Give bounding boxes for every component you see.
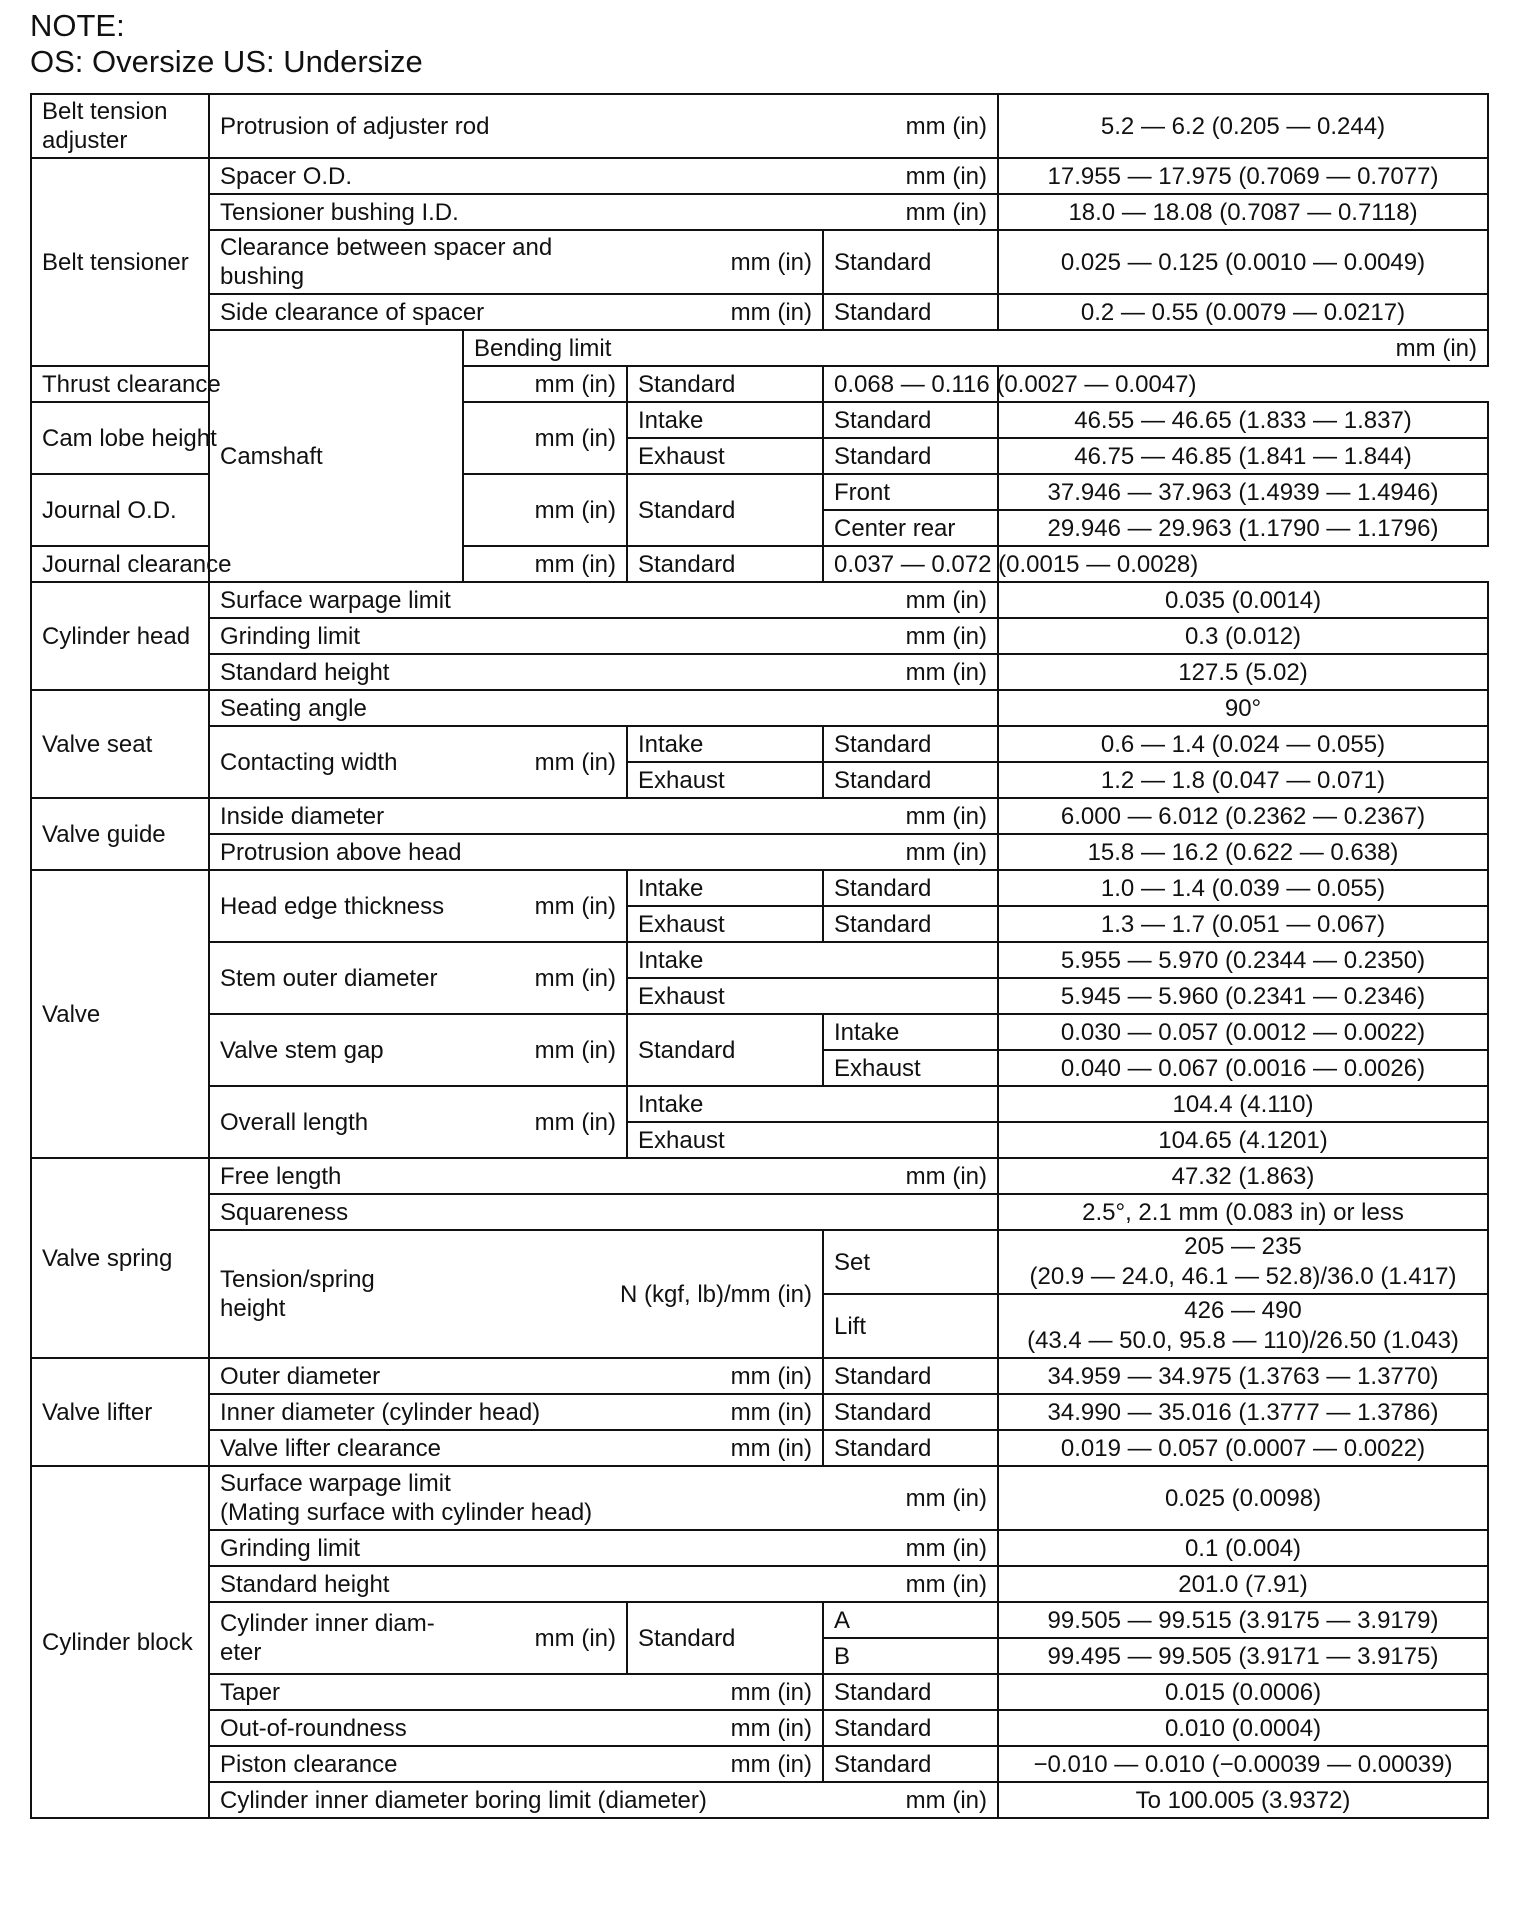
condition-cell: Standard bbox=[823, 1710, 998, 1746]
component-cell: Belt tension adjuster bbox=[31, 94, 209, 158]
unit-cell: mm (in) bbox=[823, 654, 998, 690]
item-cell: Clearance between spacer and bushing bbox=[209, 230, 627, 294]
item-cell: Valve stem gap bbox=[209, 1014, 463, 1086]
value-cell: 5.2 — 6.2 (0.205 — 0.244) bbox=[998, 94, 1488, 158]
value-cell: 0.6 — 1.4 (0.024 — 0.055) bbox=[998, 726, 1488, 762]
unit-cell: mm (in) bbox=[463, 366, 627, 402]
value-cell: 0.2 — 0.55 (0.0079 — 0.0217) bbox=[998, 294, 1488, 330]
component-cell: Belt tensioner bbox=[31, 158, 209, 366]
unit-cell: mm (in) bbox=[823, 1158, 998, 1194]
value-line: 426 — 490 bbox=[1184, 1297, 1302, 1324]
variant-cell: Front bbox=[823, 474, 998, 510]
item-cell: Bending limit bbox=[463, 330, 998, 366]
item-cell: Piston clearance bbox=[209, 1746, 627, 1782]
condition-cell: Standard bbox=[823, 230, 998, 294]
variant-cell: B bbox=[823, 1638, 998, 1674]
value-cell: 0.010 (0.0004) bbox=[998, 1710, 1488, 1746]
unit-cell: mm (in) bbox=[627, 1674, 823, 1710]
variant-cell: Intake bbox=[627, 1086, 998, 1122]
variant-cell: Exhaust bbox=[627, 906, 823, 942]
item-cell: Journal clearance bbox=[31, 546, 463, 582]
unit-cell: mm (in) bbox=[627, 1746, 823, 1782]
condition-cell: Standard bbox=[823, 438, 998, 474]
unit-cell: mm (in) bbox=[627, 1394, 823, 1430]
table-row bbox=[31, 230, 1488, 294]
item-cell: Inside diameter bbox=[209, 798, 823, 834]
value-cell: 5.955 — 5.970 (0.2344 — 0.2350) bbox=[998, 942, 1488, 978]
table-row bbox=[31, 546, 1488, 582]
value-cell: 29.946 — 29.963 (1.1790 — 1.1796) bbox=[998, 510, 1488, 546]
table-row bbox=[31, 1566, 1488, 1602]
condition-cell: Standard bbox=[823, 870, 998, 906]
unit-cell: mm (in) bbox=[823, 798, 998, 834]
value-cell bbox=[998, 1230, 1488, 1294]
condition-cell: Standard bbox=[823, 1394, 998, 1430]
component-cell: Valve guide bbox=[31, 798, 209, 870]
unit-cell: mm (in) bbox=[823, 1566, 998, 1602]
value-cell: 0.3 (0.012) bbox=[998, 618, 1488, 654]
condition-cell: Standard bbox=[823, 1746, 998, 1782]
condition-cell: Standard bbox=[823, 1674, 998, 1710]
value-cell: 104.4 (4.110) bbox=[998, 1086, 1488, 1122]
unit-cell: mm (in) bbox=[627, 1430, 823, 1466]
value-cell: −0.010 — 0.010 (−0.00039 — 0.00039) bbox=[998, 1746, 1488, 1782]
value-cell: 99.495 — 99.505 (3.9171 — 3.9175) bbox=[998, 1638, 1488, 1674]
unit-cell: mm (in) bbox=[463, 726, 627, 798]
table-row bbox=[31, 366, 1488, 402]
table-row bbox=[31, 654, 1488, 690]
item-cell: Surface warpage limit bbox=[209, 582, 823, 618]
variant-cell: Intake bbox=[627, 870, 823, 906]
value-cell: 99.505 — 99.515 (3.9175 — 3.9179) bbox=[998, 1602, 1488, 1638]
unit-cell: mm (in) bbox=[627, 294, 823, 330]
note-definitions: OS: Oversize US: Undersize bbox=[30, 44, 423, 79]
table-row bbox=[31, 690, 1488, 726]
unit-cell: mm (in) bbox=[463, 546, 627, 582]
table-row bbox=[31, 1014, 1488, 1050]
condition-cell: Standard bbox=[823, 1358, 998, 1394]
item-cell: Head edge thickness bbox=[209, 870, 463, 942]
item-cell: Protrusion above head bbox=[209, 834, 823, 870]
item-cell: Grinding limit bbox=[209, 1530, 823, 1566]
unit-cell: mm (in) bbox=[823, 834, 998, 870]
value-line: (43.4 — 50.0, 95.8 — 110)/26.50 (1.043) bbox=[1027, 1327, 1459, 1354]
item-cell: Cam lobe height bbox=[31, 402, 209, 474]
unit-cell: mm (in) bbox=[463, 1086, 627, 1158]
table-row bbox=[31, 798, 1488, 834]
condition-cell: Standard bbox=[823, 906, 998, 942]
condition-cell: Standard bbox=[823, 402, 998, 438]
value-cell: 46.75 — 46.85 (1.841 — 1.844) bbox=[998, 438, 1488, 474]
variant-cell: Exhaust bbox=[627, 438, 823, 474]
unit-cell: mm (in) bbox=[463, 474, 627, 546]
unit-cell: mm (in) bbox=[463, 402, 627, 474]
value-cell: 0.015 (0.0006) bbox=[998, 1674, 1488, 1710]
item-cell: Journal O.D. bbox=[31, 474, 209, 546]
table-row bbox=[31, 94, 1488, 158]
item-cell: Inner diameter (cylinder head) bbox=[209, 1394, 627, 1430]
value-cell: 18.0 — 18.08 (0.7087 — 0.7118) bbox=[998, 194, 1488, 230]
unit-cell: mm (in) bbox=[823, 618, 998, 654]
unit-cell: mm (in) bbox=[823, 1782, 998, 1818]
item-line: Surface warpage limit bbox=[220, 1470, 451, 1497]
condition-cell: Standard bbox=[627, 474, 823, 546]
unit-cell: mm (in) bbox=[823, 582, 998, 618]
table-row bbox=[31, 1358, 1488, 1394]
item-cell: Out-of-roundness bbox=[209, 1710, 627, 1746]
table-row bbox=[31, 1466, 1488, 1530]
table-row bbox=[31, 834, 1488, 870]
note-heading: NOTE: bbox=[30, 8, 125, 43]
condition-cell: Standard bbox=[627, 546, 823, 582]
item-cell: Free length bbox=[209, 1158, 823, 1194]
variant-cell: Intake bbox=[627, 942, 998, 978]
specification-table bbox=[30, 93, 1489, 1819]
unit-cell: mm (in) bbox=[463, 1602, 627, 1674]
component-cell: Camshaft bbox=[209, 330, 463, 582]
table-row bbox=[31, 330, 1488, 366]
value-cell: 47.32 (1.863) bbox=[998, 1158, 1488, 1194]
condition-cell: Standard bbox=[823, 762, 998, 798]
item-cell: Tensioner bushing I.D. bbox=[209, 194, 823, 230]
value-cell: To 100.005 (3.9372) bbox=[998, 1782, 1488, 1818]
note-block bbox=[30, 8, 423, 80]
value-cell: 34.990 — 35.016 (1.3777 — 1.3786) bbox=[998, 1394, 1488, 1430]
value-cell: 0.037 — 0.072 (0.0015 — 0.0028) bbox=[823, 546, 998, 582]
variant-cell: Exhaust bbox=[627, 762, 823, 798]
variant-cell: Intake bbox=[823, 1014, 998, 1050]
item-cell: Seating angle bbox=[209, 690, 998, 726]
item-cell: Spacer O.D. bbox=[209, 158, 823, 194]
table-row bbox=[31, 1230, 1488, 1294]
component-cell: Valve seat bbox=[31, 690, 209, 798]
item-cell bbox=[209, 1466, 823, 1530]
table-row bbox=[31, 1782, 1488, 1818]
table-row bbox=[31, 1602, 1488, 1638]
item-cell bbox=[209, 1602, 463, 1674]
value-cell: 0.040 — 0.067 (0.0016 — 0.0026) bbox=[998, 1050, 1488, 1086]
variant-cell: Exhaust bbox=[823, 1050, 998, 1086]
variant-cell: Exhaust bbox=[627, 978, 998, 1014]
value-cell: 37.946 — 37.963 (1.4939 — 1.4946) bbox=[998, 474, 1488, 510]
value-cell: 201.0 (7.91) bbox=[998, 1566, 1488, 1602]
item-cell: Cylinder inner diameter boring limit (diameter) bbox=[209, 1782, 823, 1818]
variant-cell: Lift bbox=[823, 1294, 998, 1358]
value-cell: 15.8 — 16.2 (0.622 — 0.638) bbox=[998, 834, 1488, 870]
table-row bbox=[31, 1158, 1488, 1194]
unit-cell: mm (in) bbox=[627, 1710, 823, 1746]
unit-cell: mm (in) bbox=[627, 230, 823, 294]
unit-cell: mm (in) bbox=[627, 1358, 823, 1394]
unit-cell: mm (in) bbox=[823, 94, 998, 158]
variant-cell: Intake bbox=[627, 402, 823, 438]
table-row bbox=[31, 870, 1488, 906]
item-cell: Thrust clearance bbox=[31, 366, 463, 402]
table-row bbox=[31, 1674, 1488, 1710]
condition-cell: Standard bbox=[823, 294, 998, 330]
table-row bbox=[31, 194, 1488, 230]
component-cell: Valve bbox=[31, 870, 209, 1158]
table-row bbox=[31, 1430, 1488, 1466]
value-cell: 127.5 (5.02) bbox=[998, 654, 1488, 690]
unit-cell: mm (in) bbox=[823, 194, 998, 230]
value-line: 205 — 235 bbox=[1184, 1233, 1302, 1260]
value-cell: 0.025 (0.0098) bbox=[998, 1466, 1488, 1530]
unit-cell: mm (in) bbox=[463, 942, 627, 1014]
value-cell: 2.5°, 2.1 mm (0.083 in) or less bbox=[998, 1194, 1488, 1230]
component-cell: Cylinder head bbox=[31, 582, 209, 690]
item-cell: Taper bbox=[209, 1674, 627, 1710]
table-row bbox=[31, 582, 1488, 618]
condition-cell: Standard bbox=[627, 1602, 823, 1674]
unit-cell: mm (in) bbox=[823, 158, 998, 194]
table-row bbox=[31, 294, 1488, 330]
item-cell: Tension/spring height bbox=[209, 1230, 463, 1358]
item-line: (Mating surface with cylinder head) bbox=[220, 1499, 593, 1526]
unit-cell: mm (in) bbox=[823, 1530, 998, 1566]
table-row bbox=[31, 1194, 1488, 1230]
value-cell: 17.955 — 17.975 (0.7069 — 0.7077) bbox=[998, 158, 1488, 194]
value-cell: 5.945 — 5.960 (0.2341 — 0.2346) bbox=[998, 978, 1488, 1014]
item-cell: Squareness bbox=[209, 1194, 998, 1230]
item-cell: Protrusion of adjuster rod bbox=[209, 94, 823, 158]
variant-cell: Center rear bbox=[823, 510, 998, 546]
item-cell: Stem outer diameter bbox=[209, 942, 463, 1014]
variant-cell: Exhaust bbox=[627, 1122, 998, 1158]
unit-cell: mm (in) bbox=[823, 1466, 998, 1530]
value-cell bbox=[998, 1294, 1488, 1358]
value-cell: 1.2 — 1.8 (0.047 — 0.071) bbox=[998, 762, 1488, 798]
unit-cell: N (kgf, lb)/mm (in) bbox=[463, 1230, 823, 1358]
value-cell: 0.030 — 0.057 (0.0012 — 0.0022) bbox=[998, 1014, 1488, 1050]
unit-cell: mm (in) bbox=[463, 1014, 627, 1086]
value-cell: 0.025 — 0.125 (0.0010 — 0.0049) bbox=[998, 230, 1488, 294]
value-cell: 104.65 (4.1201) bbox=[998, 1122, 1488, 1158]
item-cell: Contacting width bbox=[209, 726, 463, 798]
value-cell: 34.959 — 34.975 (1.3763 — 1.3770) bbox=[998, 1358, 1488, 1394]
table-row bbox=[31, 942, 1488, 978]
condition-cell: Standard bbox=[627, 366, 823, 402]
condition-cell: Standard bbox=[823, 1430, 998, 1466]
variant-cell: Set bbox=[823, 1230, 998, 1294]
table-row bbox=[31, 1710, 1488, 1746]
item-line: Cylinder inner diam- bbox=[220, 1610, 435, 1637]
table-row bbox=[31, 618, 1488, 654]
condition-cell: Standard bbox=[823, 726, 998, 762]
value-cell: 6.000 — 6.012 (0.2362 — 0.2367) bbox=[998, 798, 1488, 834]
value-cell: 0.068 — 0.116 (0.0027 — 0.0047) bbox=[823, 366, 998, 402]
table-row bbox=[31, 158, 1488, 194]
item-cell: Outer diameter bbox=[209, 1358, 627, 1394]
value-cell: 1.3 — 1.7 (0.051 — 0.067) bbox=[998, 906, 1488, 942]
value-cell: 0.1 (0.004) bbox=[998, 1530, 1488, 1566]
variant-cell: A bbox=[823, 1602, 998, 1638]
table-row bbox=[31, 1086, 1488, 1122]
table-row bbox=[31, 1530, 1488, 1566]
unit-cell: mm (in) bbox=[463, 870, 627, 942]
value-line: (20.9 — 24.0, 46.1 — 52.8)/36.0 (1.417) bbox=[1029, 1263, 1457, 1290]
item-line: eter bbox=[220, 1639, 262, 1666]
condition-cell: Standard bbox=[627, 1014, 823, 1086]
value-cell: 0.035 (0.0014) bbox=[998, 582, 1488, 618]
item-cell: Valve lifter clearance bbox=[209, 1430, 627, 1466]
component-cell: Valve lifter bbox=[31, 1358, 209, 1466]
item-cell: Overall length bbox=[209, 1086, 463, 1158]
item-cell: Side clearance of spacer bbox=[209, 294, 627, 330]
unit-cell: mm (in) bbox=[998, 330, 1488, 366]
item-cell: Standard height bbox=[209, 1566, 823, 1602]
value-cell: 46.55 — 46.65 (1.833 — 1.837) bbox=[998, 402, 1488, 438]
table-row bbox=[31, 726, 1488, 762]
value-cell: 0.019 — 0.057 (0.0007 — 0.0022) bbox=[998, 1430, 1488, 1466]
item-cell: Standard height bbox=[209, 654, 823, 690]
item-cell: Grinding limit bbox=[209, 618, 823, 654]
table-row bbox=[31, 1394, 1488, 1430]
variant-cell: Intake bbox=[627, 726, 823, 762]
component-cell: Valve spring bbox=[31, 1158, 209, 1358]
value-cell: 1.0 — 1.4 (0.039 — 0.055) bbox=[998, 870, 1488, 906]
table-row bbox=[31, 1746, 1488, 1782]
component-cell: Cylinder block bbox=[31, 1466, 209, 1818]
value-cell: 90° bbox=[998, 690, 1488, 726]
